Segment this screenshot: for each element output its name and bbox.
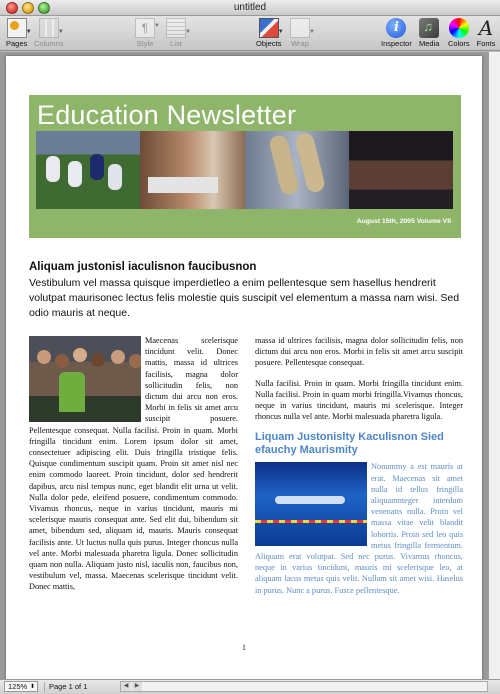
media-button[interactable] [419, 18, 439, 48]
scroll-right-arrow-icon[interactable]: ▶ [132, 682, 142, 691]
document-canvas[interactable] [0, 52, 488, 679]
zoom-selector[interactable] [4, 681, 38, 692]
computer-lab-photo[interactable] [140, 131, 244, 209]
list-icon: ▼ [166, 18, 186, 38]
columns-button[interactable] [34, 18, 64, 48]
zoom-stepper-icon: ⬍ [29, 684, 35, 690]
colors-button[interactable] [448, 18, 470, 48]
window-title: untitled [233, 2, 267, 13]
banner-photo-strip[interactable] [36, 131, 453, 209]
pages-button[interactable] [6, 18, 32, 48]
vertical-scrollbar[interactable] [488, 52, 500, 679]
cleats-photo[interactable] [245, 131, 349, 209]
body-column-2[interactable] [255, 335, 463, 596]
inspector-icon: i [386, 18, 406, 38]
article-lead: Vestibulum vel massa quisque imperdietleo a enim pellentesque sem hasellus hendrerit volutpat maurisonec lectus felis molestie quis suscipit vel elementum a massa nam wisi. Sed odio mauris at neque. [29, 277, 460, 319]
list-button[interactable] [166, 18, 191, 48]
wrap-label: Wrap [291, 39, 309, 48]
horizontal-scrollbar[interactable] [120, 681, 488, 692]
graduates-photo[interactable] [349, 131, 453, 209]
fonts-icon: A [478, 16, 494, 40]
page-indicator: Page 1 of 1 [44, 682, 114, 692]
inspector-label: Inspector [381, 39, 412, 48]
pages-icon: ▼ [7, 18, 27, 38]
list-label: List [170, 39, 182, 48]
newsletter-banner[interactable] [29, 95, 461, 238]
colors-label: Colors [448, 39, 470, 48]
columns-icon: ▼ [39, 18, 59, 38]
style-label: Style [136, 39, 154, 48]
body-column-1[interactable] [29, 335, 238, 635]
objects-button[interactable] [256, 18, 284, 48]
page-number: 1 [242, 643, 246, 652]
pages-label: Pages [6, 39, 28, 48]
toolbar [0, 16, 500, 51]
columns-label: Columns [34, 39, 64, 48]
column-2-paragraph-1: massa id ultrices facilisis, magna dolor sollicitudin felis, non dictum dui arcu non eros. Morbi in felis sit amet arcu suscipit posuere. Pellentesque consequat. [255, 336, 463, 368]
colors-icon [449, 18, 469, 38]
style-icon: ¶ ▼ [135, 18, 155, 38]
fonts-button[interactable] [476, 18, 496, 48]
inspector-button[interactable] [381, 18, 412, 48]
article-subhead: Liquam Justonislty Kaculisnon Sied efauchy Maurismity [255, 431, 444, 457]
status-bar [0, 679, 500, 694]
article-headline: Aliquam justonisl iaculisnon faucibusnon [29, 261, 257, 273]
group-photo[interactable] [29, 336, 141, 422]
column-2-paragraph-2: Nulla facilisi. Proin in quam. Morbi fringilla tincidunt enim. Nulla facilisi. Proin in quam morbi fringilla.Vivamus rhoncus, neque in varius tincidunt, mauris mi scelerisque. Integer rhoncus nulla vel ante. Morbi malesuada pharetra ligula. [255, 378, 463, 422]
football-photo[interactable] [36, 131, 140, 209]
newsletter-title: Education Newsletter [37, 100, 297, 130]
scroll-left-arrow-icon[interactable]: ◀ [121, 682, 131, 691]
title-bar [0, 0, 500, 16]
media-icon [419, 18, 439, 38]
objects-label: Objects [256, 39, 282, 48]
swimmer-photo[interactable] [255, 462, 367, 546]
wrap-icon: ▼ [290, 18, 310, 38]
column-1-text: Maecenas scelerisque tincidunt velit. Donec mattis, massa id ultrices facilisis, magna dolor sollicitudin felis, non dictum dui arcu non eros. Morbi in felis sit amet arcu suscipit posuere. Pellentesque consequat. Nulla facilisi. Proin in quam. Morbi fringilla tincidunt enim. Lorem ipsum dolor sit amet, consectetuer adipiscing elit. Duis fringilla tristique felis. Quisque condimentum suscipit quam. Proin sit amet nisl nec enim commodo laoreet. Proin tincidunt, dolor sed hendrerit dapibus, arcu nisl tempus nunc, eget blandit elit urna ut velit. Nulla dolor pede, eleifend posuere, condimentum commodo. Vivamus rhoncus, neque in varius tincidunt, mauris mi scelerisque mauris consequat ante. Sed elit dui, bibendum sit amet, bibendum sed, aliquam id, mauris. Mauris consequat facilisis ante. Ut luctus nulla quis purus. Integer rhoncus nulla vel ante. Morbi malesuada pharetra ligula. Donec sollicitudin quam non nulla. Aliquam justo nisl, iaculis non, faucibus non, vestibulum vel, massa. Maecenas scelerisque tincidunt velit. Donec mattis, [29, 336, 238, 592]
style-button[interactable] [135, 18, 160, 48]
objects-icon: ▼ [259, 18, 279, 38]
issue-caption: August 15th, 2005 Volume VII [356, 218, 451, 225]
document-page[interactable] [6, 56, 482, 679]
zoom-value: 125% [8, 682, 28, 691]
media-label: Media [419, 39, 440, 48]
fonts-label: Fonts [476, 39, 496, 48]
column-2-paragraph-3: Nonummy a est mauris at erat. Maecenas sit amet nulla id tellus fringilla aliquamnteger interdum venenatis nulla. Proin vel massa vitae velit blandit lobortis. Proin sed leo quis metus fringilla fermentum. Aliquam erat volutpat. Sed nec purus. Vivamus rhoncus, neque in varius tincidunt, mauris mi scelerisque leo, at aliquam lacus metus quis velit. Nullam sit amet wisi. Haselus in purus. Nunc a purus. Fusce pellentesque. [255, 462, 463, 595]
wrap-button[interactable] [290, 18, 315, 48]
